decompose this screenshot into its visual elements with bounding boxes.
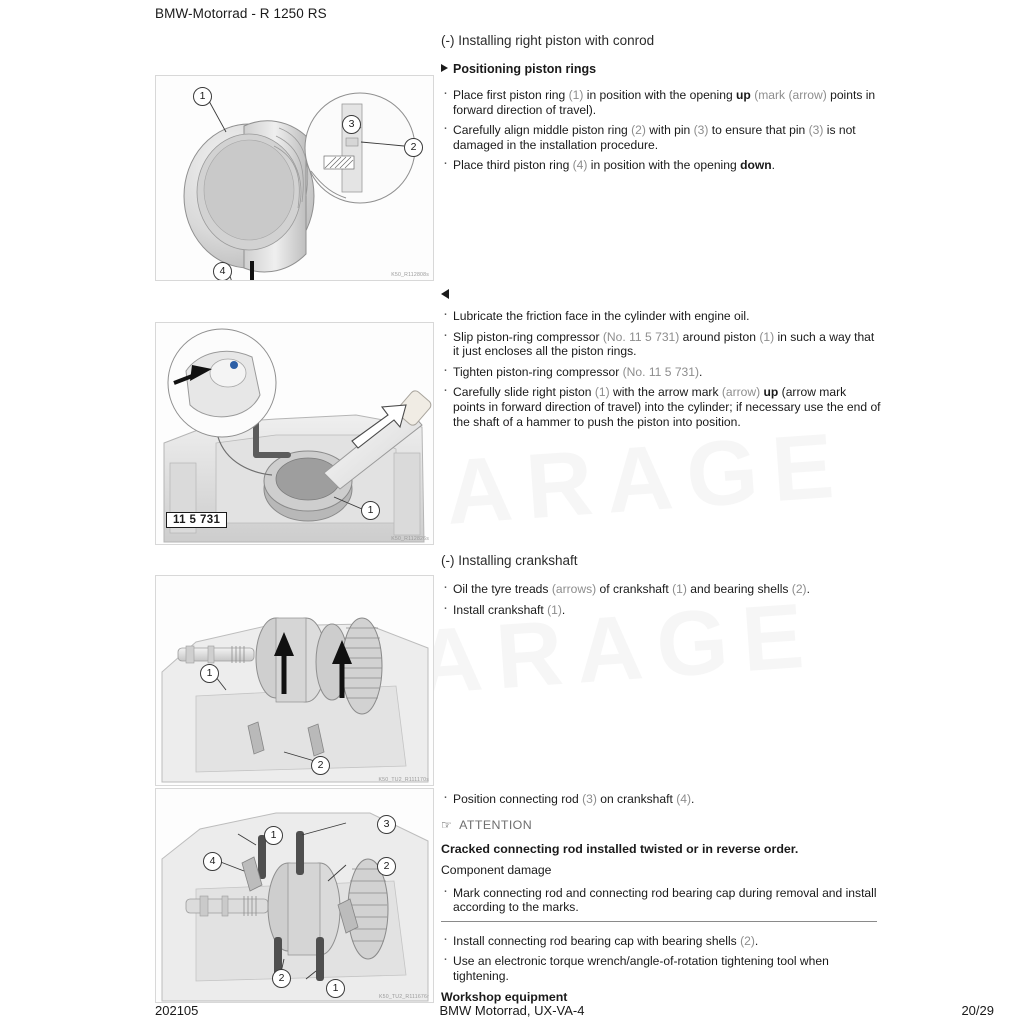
- callout-2-lower: 2: [272, 969, 291, 988]
- section-connecting-rod-text: [441, 792, 881, 1004]
- section-crankshaft-text: [441, 553, 881, 623]
- list-item: · Carefully align middle piston ring (2) with pin (3) to ensure that pin (3) is not damaged in the installation procedure.: [441, 123, 881, 152]
- figure-code: K50_TU2_R111676r: [378, 994, 429, 1000]
- list-item: · Slip piston-ring compressor (No. 11 5 731) around piston (1) in such a way that it just encloses all the piston rings.: [441, 330, 881, 359]
- callout-1-lower: 1: [326, 979, 345, 998]
- piston-compressor-illustration: [156, 323, 433, 544]
- footer-publisher: BMW Motorrad, UX-VA-4: [439, 1003, 585, 1018]
- tool-number-label: 11 5 731: [166, 512, 227, 528]
- list-item: · Position connecting rod (3) on crankshaft (4).: [441, 792, 881, 807]
- figure-code: K50_TU2_R111170s: [378, 777, 429, 783]
- section-piston-conrod-text: [441, 33, 881, 179]
- list-item: · Use an electronic torque wrench/angle-of-rotation tightening tool when tightening.: [441, 954, 881, 983]
- callout-4: 4: [203, 852, 222, 871]
- callout-2: 2: [377, 857, 396, 876]
- callout-4: 4: [213, 262, 232, 281]
- list-item: · Place first piston ring (1) in position with the opening up (mark (arrow) points in forward direction of travel).: [441, 88, 881, 117]
- callout-1: 1: [361, 501, 380, 520]
- equipment-title: Workshop equipment: [441, 989, 568, 1004]
- pointing-hand-icon: ☞: [441, 817, 453, 832]
- bullet-list-warning: [441, 886, 881, 915]
- list-item: · Install connecting rod bearing cap with bearing shells (2).: [441, 934, 881, 949]
- attention-label: ATTENTION: [459, 817, 533, 832]
- divider: [441, 921, 877, 922]
- bullet-list-install-cap: [441, 934, 881, 984]
- section-title-crankshaft: (-) Installing crankshaft: [441, 553, 578, 568]
- list-item: · Carefully slide right piston (1) with the arrow mark (arrow) up (arrow mark points in forward direction of travel) into the cylinder; if necessary use the end of the shaft of a hammer to push the piston into position.: [441, 385, 881, 429]
- callout-3: 3: [342, 115, 361, 134]
- bullet-list-position-rod: [441, 792, 881, 807]
- callout-1: 1: [200, 664, 219, 683]
- bullet-list-positioning-rings: [441, 88, 881, 173]
- page-footer: [0, 1003, 1024, 1025]
- bullet-list-crankshaft: [441, 582, 881, 617]
- figure-code: K50_R112808s: [391, 272, 429, 278]
- figure-connecting-rod: [155, 788, 434, 1003]
- crankshaft-illustration: [156, 576, 433, 785]
- figure-piston-compressor: [155, 322, 434, 545]
- warning-subtitle: Component damage: [441, 862, 552, 877]
- callout-1: 1: [193, 87, 212, 106]
- page-header: BMW-Motorrad - R 1250 RS: [155, 6, 327, 21]
- triangle-bullet-icon: [441, 64, 448, 72]
- list-item: · Tighten piston-ring compressor (No. 11 5 731).: [441, 365, 881, 380]
- section-slide-piston-text: [441, 289, 881, 435]
- warning-title: Cracked connecting rod installed twisted or in reverse order.: [441, 841, 799, 856]
- subsection-title-positioning-rings: [441, 62, 881, 76]
- list-item: · Place third piston ring (4) in position with the opening down.: [441, 158, 881, 173]
- attention-row: [441, 818, 881, 832]
- figure-code: K50_R112826s: [391, 536, 429, 542]
- footer-page-number: 20/29: [961, 1003, 994, 1018]
- list-item: · Oil the tyre treads (arrows) of crankshaft (1) and bearing shells (2).: [441, 582, 881, 597]
- callout-2: 2: [404, 138, 423, 157]
- bullet-list-slide-piston: [441, 309, 881, 429]
- section-title-piston: (-) Installing right piston with conrod: [441, 33, 655, 48]
- callout-2: 2: [311, 756, 330, 775]
- subsection-label: Positioning piston rings: [453, 62, 597, 76]
- figure-crankshaft: [155, 575, 434, 786]
- list-item: · Mark connecting rod and connecting rod bearing cap during removal and install according to the marks.: [441, 886, 881, 915]
- list-item: · Install crankshaft (1).: [441, 603, 881, 618]
- list-item: · Lubricate the friction face in the cylinder with engine oil.: [441, 309, 881, 324]
- callout-1: 1: [264, 826, 283, 845]
- piston-rings-illustration: [156, 76, 433, 280]
- callout-3: 3: [377, 815, 396, 834]
- figure-piston-rings: [155, 75, 434, 281]
- footer-date-code: 202105: [155, 1003, 199, 1018]
- back-triangle-icon: [441, 289, 449, 299]
